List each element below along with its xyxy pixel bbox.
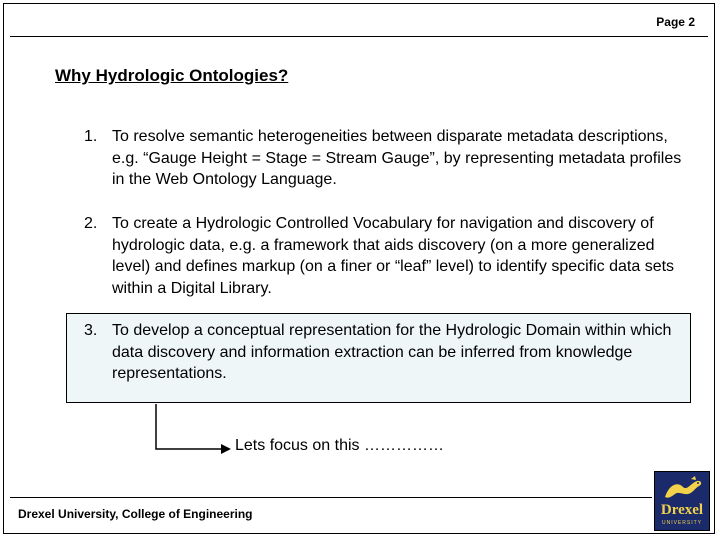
list-item-text: To resolve semantic heterogeneities between disparate metadata descriptions, e.g. “Gauge Height = Stage = Stream Gauge”, by representing metadata profiles in the Web Ontology Language. xyxy=(112,128,682,188)
list-item-text: To create a Hydrologic Controlled Vocabulary for navigation and discovery of hydrologic data, e.g. a framework that aids discovery (on a more generalized level) and defines markup (on a finer or “leaf” level) to identify specific data sets within a Digital Library. xyxy=(112,215,675,297)
drexel-logo xyxy=(654,471,710,531)
dragon-icon xyxy=(661,475,705,503)
footer-text: Drexel University, College of Engineering xyxy=(18,507,253,521)
header-divider xyxy=(10,36,708,37)
list-item-text: To develop a conceptual representation for the Hydrologic Domain within which data discovery and information extraction can be inferred from knowledge representations. xyxy=(112,322,672,382)
slide-title: Why Hydrologic Ontologies? xyxy=(55,66,289,85)
logo-subtext: UNIVERSITY xyxy=(661,520,702,526)
list-item-number: 3. xyxy=(84,322,98,339)
list-item-3 xyxy=(84,320,684,385)
page-number: Page 2 xyxy=(656,15,695,29)
list-item-1 xyxy=(84,126,684,191)
footer-divider xyxy=(10,497,652,498)
logo-wordmark: Drexel xyxy=(660,502,704,518)
focus-note: Lets focus on this …………… xyxy=(235,437,444,454)
list-item-2 xyxy=(84,213,684,299)
list-item-number: 2. xyxy=(84,215,98,232)
list-item-number: 1. xyxy=(84,128,98,145)
